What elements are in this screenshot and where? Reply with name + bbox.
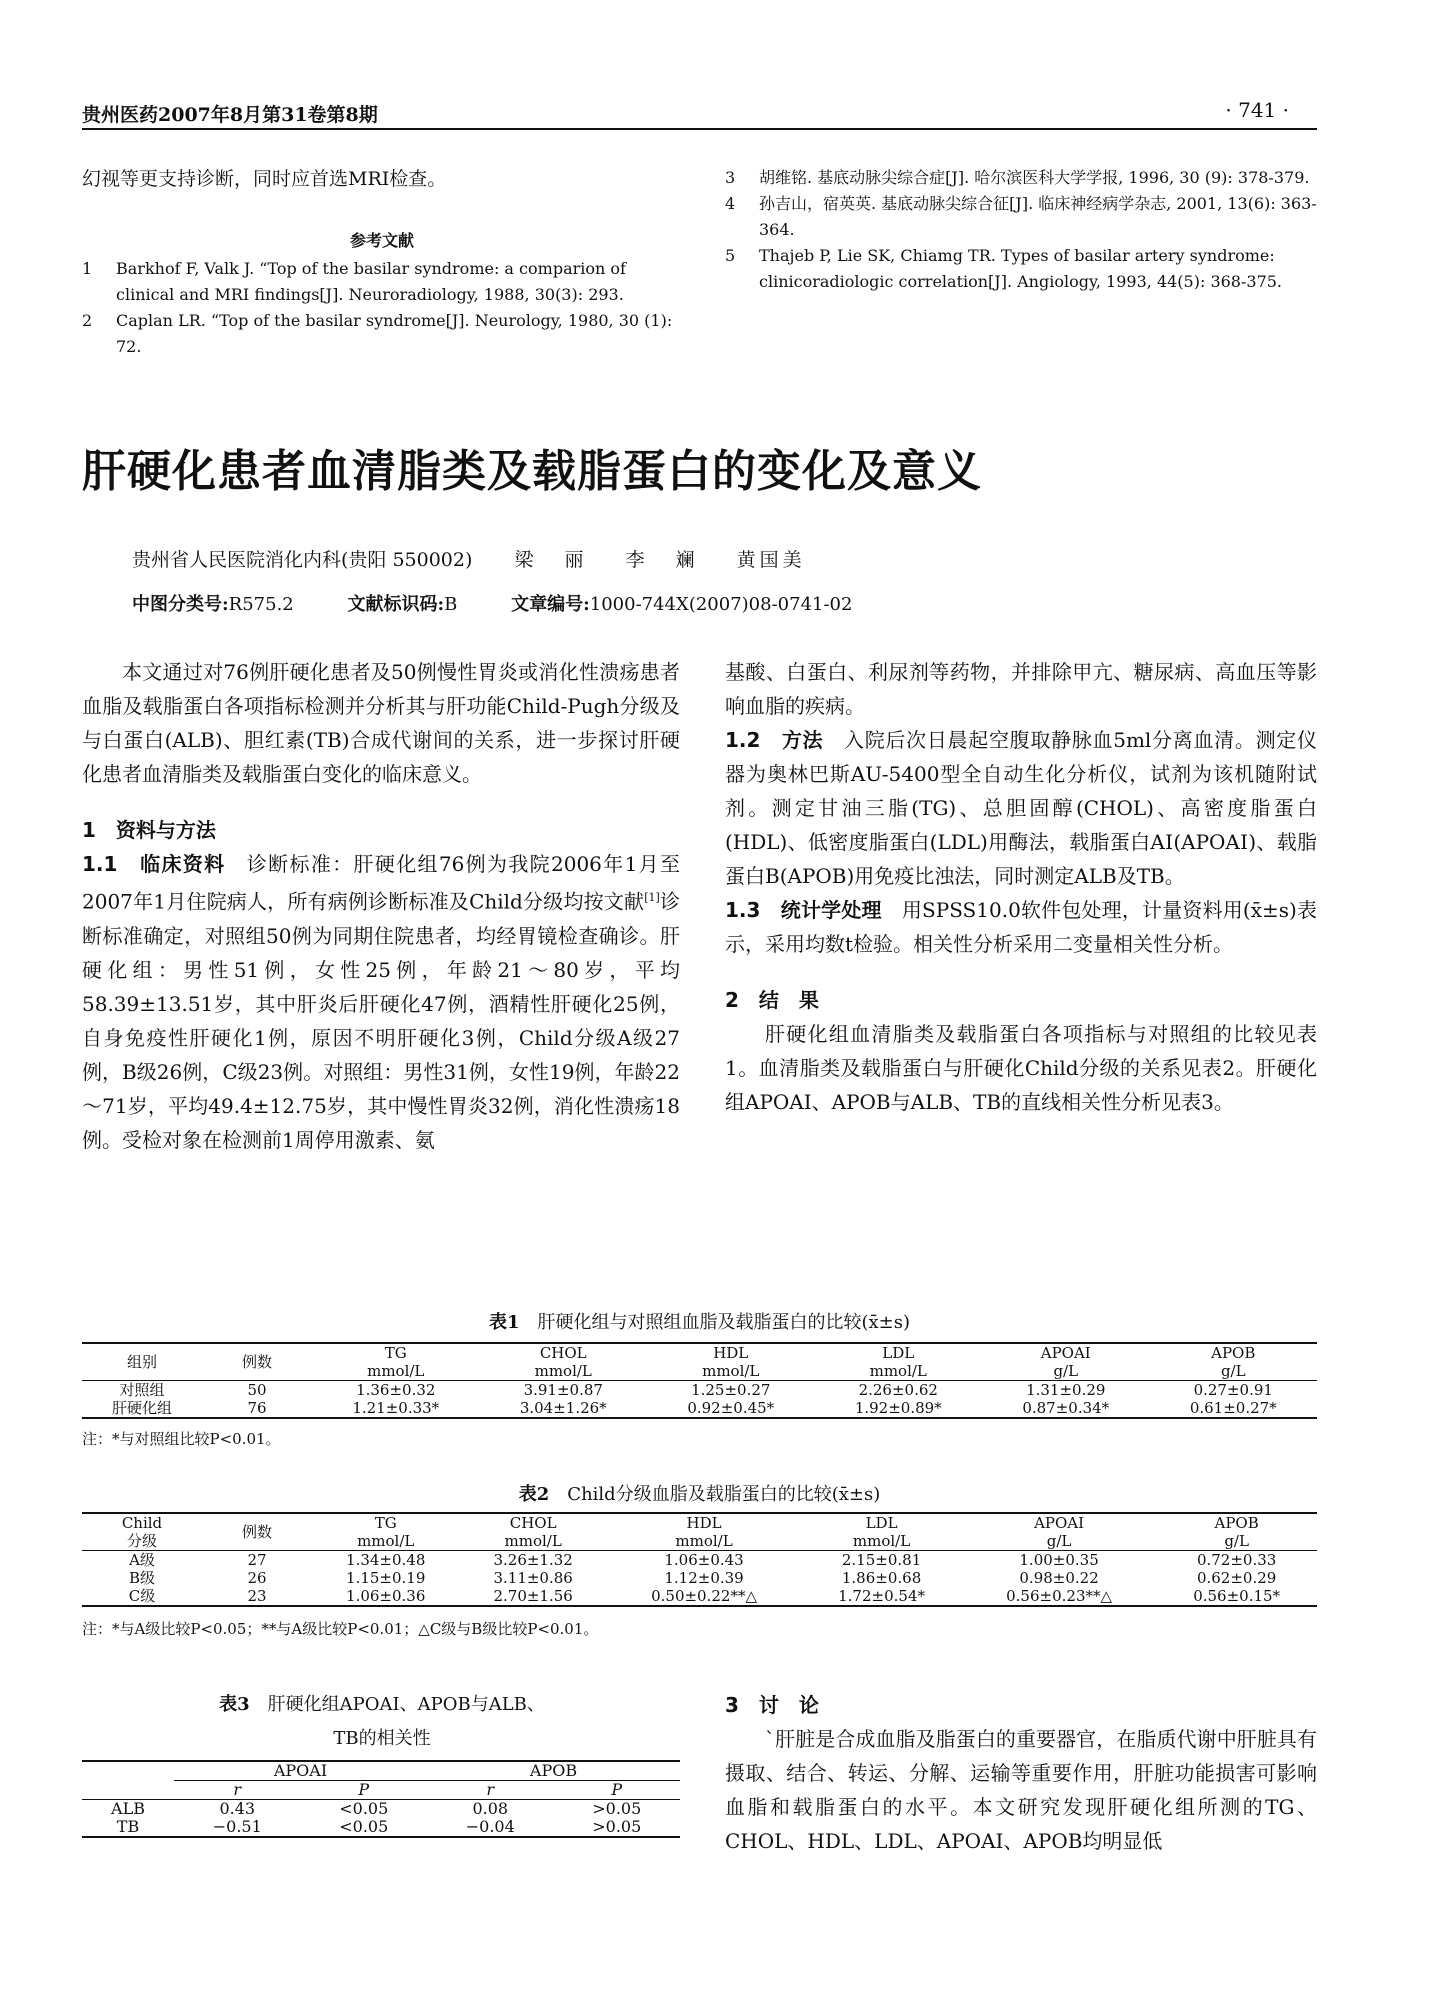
table-header: P — [358, 1780, 370, 1799]
article-number: 1000-744X(2007)08-0741-02 — [589, 594, 853, 615]
table-unit: mmol/L — [367, 1362, 425, 1380]
document-code: B — [444, 594, 458, 615]
table-row: ALB 0.43 <0.05 0.08 >0.05 — [111, 1799, 642, 1818]
table-unit: g/L — [1046, 1532, 1072, 1550]
author: 梁 丽 — [514, 549, 590, 571]
table-3-caption: 表3 肝硬化组APOAⅠ、APOB与ALB、 TB的相关性 — [219, 1694, 545, 1749]
header-rule — [82, 128, 1317, 130]
table-1 — [82, 1342, 1317, 1419]
table-header: Child — [121, 1514, 163, 1532]
page-number: · 741 · — [1225, 98, 1289, 122]
reference-item: 5 Thajeb P, Lie SK, Chiamg TR. Types of basilar artery syndrome: clinicoradiologic correlation[J]. Angiology, 1993, 44(5): 368-375. — [725, 246, 1283, 291]
table-unit: mmol/L — [504, 1532, 562, 1550]
left-column — [82, 655, 680, 1157]
affiliation-line — [132, 545, 806, 572]
section-1-2: 1.2 方法 入院后次日晨起空腹取静脉血5ml分离血清。测定仪器为奥林巴斯AU-5400型全自动生化分析仪，试剂为该机随附试剂。测定甘油三脂(TG)、总胆固醇(CHOL)、高密度脂蛋白(HDL)、低密度脂蛋白(LDL)用酶法，载脂蛋白AⅠ(APOAⅠ)、载脂蛋白B(APOB)用免疫比浊法，同时测定ALB及TB。 — [725, 728, 1318, 888]
table-header: P — [611, 1780, 623, 1799]
table-header: APOAI — [1034, 1514, 1085, 1532]
table-row: 对照组 50 1.36±0.32 3.91±0.87 1.25±0.27 2.26±0.62 1.31±0.29 0.27±0.91 — [119, 1381, 1273, 1399]
reference-item: 3 胡维铭. 基底动脉尖综合症[J]. 哈尔滨医科大学学报, 1996, 30 (9): 378-379. — [725, 168, 1310, 187]
table-header: LDL — [865, 1514, 898, 1532]
table-header: 例数 — [202, 1513, 312, 1551]
section-1-1: 1.1 临床资料 诊断标准：肝硬化组76例为我院2006年1月至2007年1月住院病人，所有病例诊断标准及Child分级均按文献[1]诊断标准确定，对照组50例为同期住院患者，均经胃镜检查确诊。肝硬化组：男性51例，女性25例，年龄21～80岁，平均58.39±13.51岁，其中肝炎后肝硬化47例，酒精性肝硬化25例，自身免疫性肝硬化1例，原因不明肝硬化3例，Child分级A级27例，B级26例，C级23例。对照组：男性31例，女性19例，年龄22～71岁，平均49.4±12.75岁，其中慢性胃炎32例，消化性溃疡18例。受检对象在检测前1周停用激素、氨 — [82, 852, 681, 1152]
table-header: r — [486, 1780, 495, 1799]
reference-item: 4 孙吉山，宿英英. 基底动脉尖综合征[J]. 临床神经病学杂志, 2001, 13(6): 363-364. — [725, 194, 1317, 239]
table-header: 分级 — [126, 1532, 157, 1550]
table-1-caption: 表1 肝硬化组与对照组血脂及载脂蛋白的比较(x̄±s) — [488, 1312, 911, 1333]
section-1-1-heading: 1.1 临床资料 — [82, 852, 226, 876]
table-1-note: 注：*与对照组比较P<0.01。 — [82, 1430, 281, 1448]
table-header: HDL — [713, 1344, 749, 1362]
table-row: 肝硬化组 76 1.21±0.33* 3.04±1.26* 0.92±0.45* 1.92±0.89* 0.87±0.34* 0.61±0.27* — [82, 1399, 1317, 1418]
section-3-heading: 3 讨 论 — [725, 1693, 819, 1717]
table-2 — [82, 1512, 1317, 1607]
references-title: 参考文献 — [349, 231, 414, 250]
methods-continuation: 基酸、白蛋白、利尿剂等药物，并排除甲亢、糖尿病、高血压等影响血脂的疾病。 — [725, 660, 1317, 718]
right-column — [725, 655, 1317, 1119]
section-1-3-heading: 1.3 统计学处理 — [725, 898, 882, 922]
reference-item: 1 Barkhof F, Valk J. “Top of the basilar syndrome: a comparion of clinical and MRI findings[J]. Neuroradiology, 1988, 30(3): 293. — [82, 259, 626, 304]
section-1-2-heading: 1.2 方法 — [725, 728, 824, 752]
table-row: B级 26 1.15±0.19 3.11±0.86 1.12±0.39 1.86±0.68 0.98±0.22 0.62±0.29 — [128, 1569, 1277, 1587]
table-header: CHOL — [539, 1344, 587, 1362]
discussion-paragraph: `肝脏是合成血脂及脂蛋白的重要器官，在脂质代谢中肝脏具有摄取、结合、转运、分解、运输等重要作用，肝脏功能损害可影响血脂和载脂蛋白的水平。本文研究发现肝硬化组所测的TG、CHOL、HDL、LDL、APOAⅠ、APOB均明显低 — [725, 1727, 1317, 1853]
table-header: APOAⅠ — [1040, 1344, 1091, 1362]
references-right — [725, 165, 1317, 295]
table-unit: mmol/L — [357, 1532, 415, 1550]
table-header: TG — [384, 1344, 407, 1362]
table-unit: mmol/L — [675, 1532, 733, 1550]
table-header: 组别 — [82, 1343, 202, 1381]
table-header: LDL — [882, 1344, 915, 1362]
table-unit: mmol/L — [534, 1362, 592, 1380]
table-2-caption: 表2 Child分级血脂及载脂蛋白的比较(x̄±s) — [518, 1484, 881, 1505]
article-title: 肝硬化患者血清脂类及载脂蛋白的变化及意义 — [82, 446, 982, 497]
table-unit: g/L — [1220, 1362, 1246, 1380]
author: 黄国美 — [736, 549, 806, 571]
table-row: A级 27 1.34±0.48 3.26±1.32 1.06±0.43 2.15±0.81 1.00±0.35 0.72±0.33 — [129, 1551, 1277, 1569]
prev-article-tail: 幻视等更支持诊断，同时应首选MRI检查。 — [82, 168, 447, 190]
table-header: CHOL — [509, 1514, 557, 1532]
results-paragraph: 肝硬化组血清脂类及载脂蛋白各项指标与对照组的比较见表1。血清脂类及载脂蛋白与肝硬化Child分级的关系见表2。肝硬化组APOAⅠ、APOB与ALB、TB的直线相关性分析见表3。 — [725, 1022, 1317, 1114]
class-number: R575.2 — [228, 594, 294, 615]
discussion — [725, 1688, 1317, 1858]
table-header: APOB — [1211, 1344, 1256, 1362]
table-header: APOAI — [174, 1761, 427, 1781]
table-header: APOB — [427, 1761, 680, 1781]
table-row: TB −0.51 <0.05 −0.04 >0.05 — [82, 1818, 680, 1837]
section-1-3: 1.3 统计学处理 用SPSS10.0软件包处理，计量资料用(x̄±s)表示，采用均数t检验。相关性分析采用二变量相关性分析。 — [725, 898, 1318, 956]
table-unit: g/L — [1224, 1532, 1249, 1550]
table-row: C级 23 1.06±0.36 2.70±1.56 0.50±0.22**△ 1.72±0.54* 0.56±0.23**△ 0.56±0.15* — [82, 1587, 1317, 1606]
table-header: r — [233, 1780, 242, 1799]
table-2-note: 注：*与A级比较P<0.05；**与A级比较P<0.01；△C级与B级比较P<0.01。 — [82, 1620, 599, 1638]
table-3 — [82, 1760, 680, 1838]
table-unit: g/L — [1053, 1362, 1079, 1380]
table-header: APOB — [1214, 1514, 1259, 1532]
affiliation: 贵州省人民医院消化内科(贵阳 550002) — [132, 549, 473, 571]
references-left — [82, 256, 680, 360]
table-header: HDL — [686, 1514, 722, 1532]
table-unit: mmol/L — [852, 1532, 911, 1550]
reference-item: 2 Caplan LR. “Top of the basilar syndrome[J]. Neurology, 1980, 30 (1): 72. — [82, 311, 673, 356]
table-header: 例数 — [202, 1343, 312, 1381]
table-unit: mmol/L — [702, 1362, 760, 1380]
intro-paragraph: 本文通过对76例肝硬化患者及50例慢性胃炎或消化性溃疡患者血脂及载脂蛋白各项指标检测并分析其与肝功能Child-Pugh分级及与白蛋白(ALB)、胆红素(TB)合成代谢间的关系，进一步探讨肝硬化患者血清脂类及载脂蛋白变化的临床意义。 — [82, 660, 680, 786]
table-unit: mmol/L — [869, 1362, 927, 1380]
section-2-heading: 2 结 果 — [725, 988, 819, 1012]
table-header: TG — [374, 1514, 397, 1532]
author: 李 斓 — [625, 549, 701, 571]
section-1-heading: 1 资料与方法 — [82, 818, 216, 842]
journal-header: 贵州医药2007年8月第31卷第8期 — [82, 104, 378, 126]
classification-line: 中图分类号:R575.2 文献标识码:B 文章编号:1000-744X(2007)08-0741-02 — [132, 594, 853, 615]
